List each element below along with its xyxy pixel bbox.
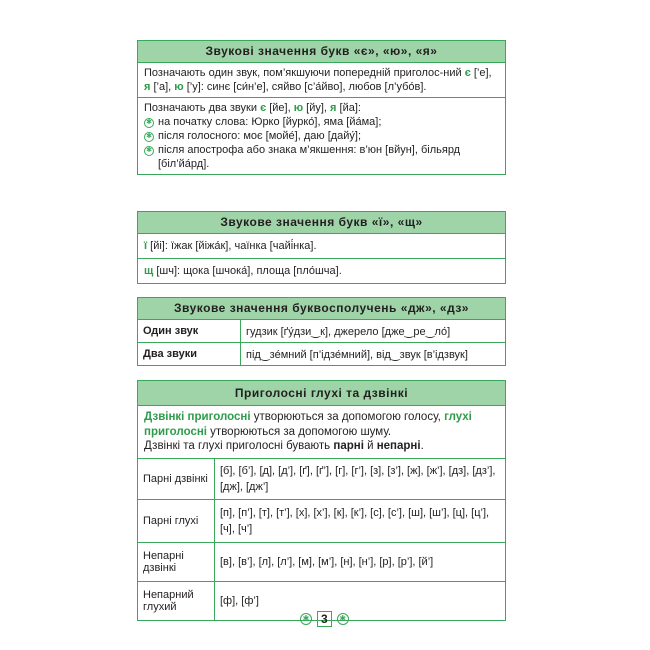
bullet-text: після голосного: моє [мойе́], даю [дайу́]; [158, 130, 362, 142]
rule-text: [шч]: щока [шчока́], площа [пло́шча]. [153, 265, 342, 277]
bullet-text: на початку слова: Юрко [йурко́], яма [йа́ма]; [158, 116, 382, 128]
box-title: Звукові значення букв «є», «ю», «я» [138, 41, 505, 63]
letter: я [330, 102, 337, 114]
box-voiced-voiceless [137, 380, 506, 621]
letter: ю [293, 102, 304, 114]
row-label: Непарні дзвінкі [138, 542, 215, 581]
box-title: Звукове значення букв «ї», «щ» [138, 212, 505, 234]
rule-text: [’е], [470, 67, 492, 79]
rule-text: [йе], [266, 102, 294, 114]
rule-text: [йі]: їжак [йіжа́к], чаїнка [чайі́нка]. [147, 240, 317, 252]
dzh-dz-table [138, 319, 505, 365]
rule-text: . [420, 440, 424, 452]
rule-text: [’а], [150, 81, 175, 93]
rule-text: Позначають один звук, пом’якшуючи попередній приголос-ний [144, 67, 465, 79]
letter: щ [144, 265, 154, 277]
leaf-icon: ✱ [337, 613, 349, 625]
term: Дзвінкі приголосні [144, 411, 251, 423]
table-row [138, 458, 505, 499]
row-label: Один звук [138, 320, 241, 343]
rule-text: [’у]: синє [си́н’е], сяйво [с’а́йво], любов [л’убо́в]. [183, 81, 427, 93]
rule-text: Дзвінкі та глухі приголосні бувають [144, 440, 334, 452]
letter: є [464, 67, 471, 79]
row-text: [б], [б’], [д], [д’], [ґ], [ґ’], [г], [г’], [з], [з’], [ж], [ж’], [дз], [дз’], [дж], [дж’] [215, 458, 506, 499]
consonants-table [138, 458, 505, 620]
letter: ю [174, 81, 184, 93]
box-title: Приголосні глухі та дзвінкі [138, 381, 505, 406]
leaf-icon: ✱ [300, 613, 312, 625]
row-text: під‿зе́мний [п’ідзе́мний], від‿звук [в’ідзвук] [241, 343, 506, 366]
row-shch [138, 258, 505, 283]
row-label: Непарний глухий [138, 581, 215, 620]
row-label: Парні глухі [138, 499, 215, 542]
rule-text: Позначають два звуки [144, 102, 261, 114]
leaf-bullet-icon: ✱ [144, 118, 154, 128]
bullet-item [144, 115, 499, 129]
rule-text: [йа]: [336, 102, 361, 114]
letter: є [260, 102, 267, 114]
leaf-bullet-icon: ✱ [144, 132, 154, 142]
row-label: Парні дзвінкі [138, 458, 215, 499]
two-sounds-intro [144, 101, 499, 115]
box-title: Звукове значення буквосполучень «дж», «дз» [138, 298, 505, 319]
row-text: [в], [в’], [л], [л’], [м], [м’], [н], [н’], [р], [р’], [й’] [215, 542, 506, 581]
bullet-text: після апострофа або знака м’якшення: в’юн [вйун], більярд [бiл’йа́рд]. [158, 144, 461, 170]
intro-text [138, 406, 505, 458]
table-row [138, 542, 505, 581]
box-dzh-dz [137, 297, 506, 366]
term: парні [333, 440, 364, 452]
one-sound-rule [138, 63, 505, 97]
row-text: [ф], [ф’] [215, 581, 506, 620]
page-footer [300, 611, 349, 627]
term: глухі приголосні [144, 411, 472, 438]
rule-text: й [363, 440, 377, 452]
term: непарні [376, 440, 421, 452]
row-yi [138, 234, 505, 258]
table-row [138, 343, 505, 366]
rule-text: утворюються за допомогою шуму. [206, 425, 392, 438]
row-label: Два звуки [138, 343, 241, 366]
box-letters-e-yu-ya [137, 40, 506, 175]
rule-text: утворюються за допомогою голосу, [250, 411, 445, 423]
page-number: 3 [317, 611, 332, 627]
letter: ї [144, 240, 148, 252]
row-text: гудзик [ґу́дзи‿к], джерело [дже‿ре‿ло́] [241, 320, 506, 343]
bullet-item [144, 143, 499, 171]
table-row [138, 499, 505, 542]
box-letters-yi-shch [137, 211, 506, 284]
table-row [138, 320, 505, 343]
two-sounds-rule [138, 97, 505, 174]
row-text: [п], [п’], [т], [т’], [х], [х’], [к], [к’], [с], [с’], [ш], [ш’], [ц], [ц’], [ч], [ч’] [215, 499, 506, 542]
rule-text: [йу], [303, 102, 331, 114]
bullet-item [144, 129, 499, 143]
letter: я [144, 81, 151, 93]
leaf-bullet-icon: ✱ [144, 146, 154, 156]
